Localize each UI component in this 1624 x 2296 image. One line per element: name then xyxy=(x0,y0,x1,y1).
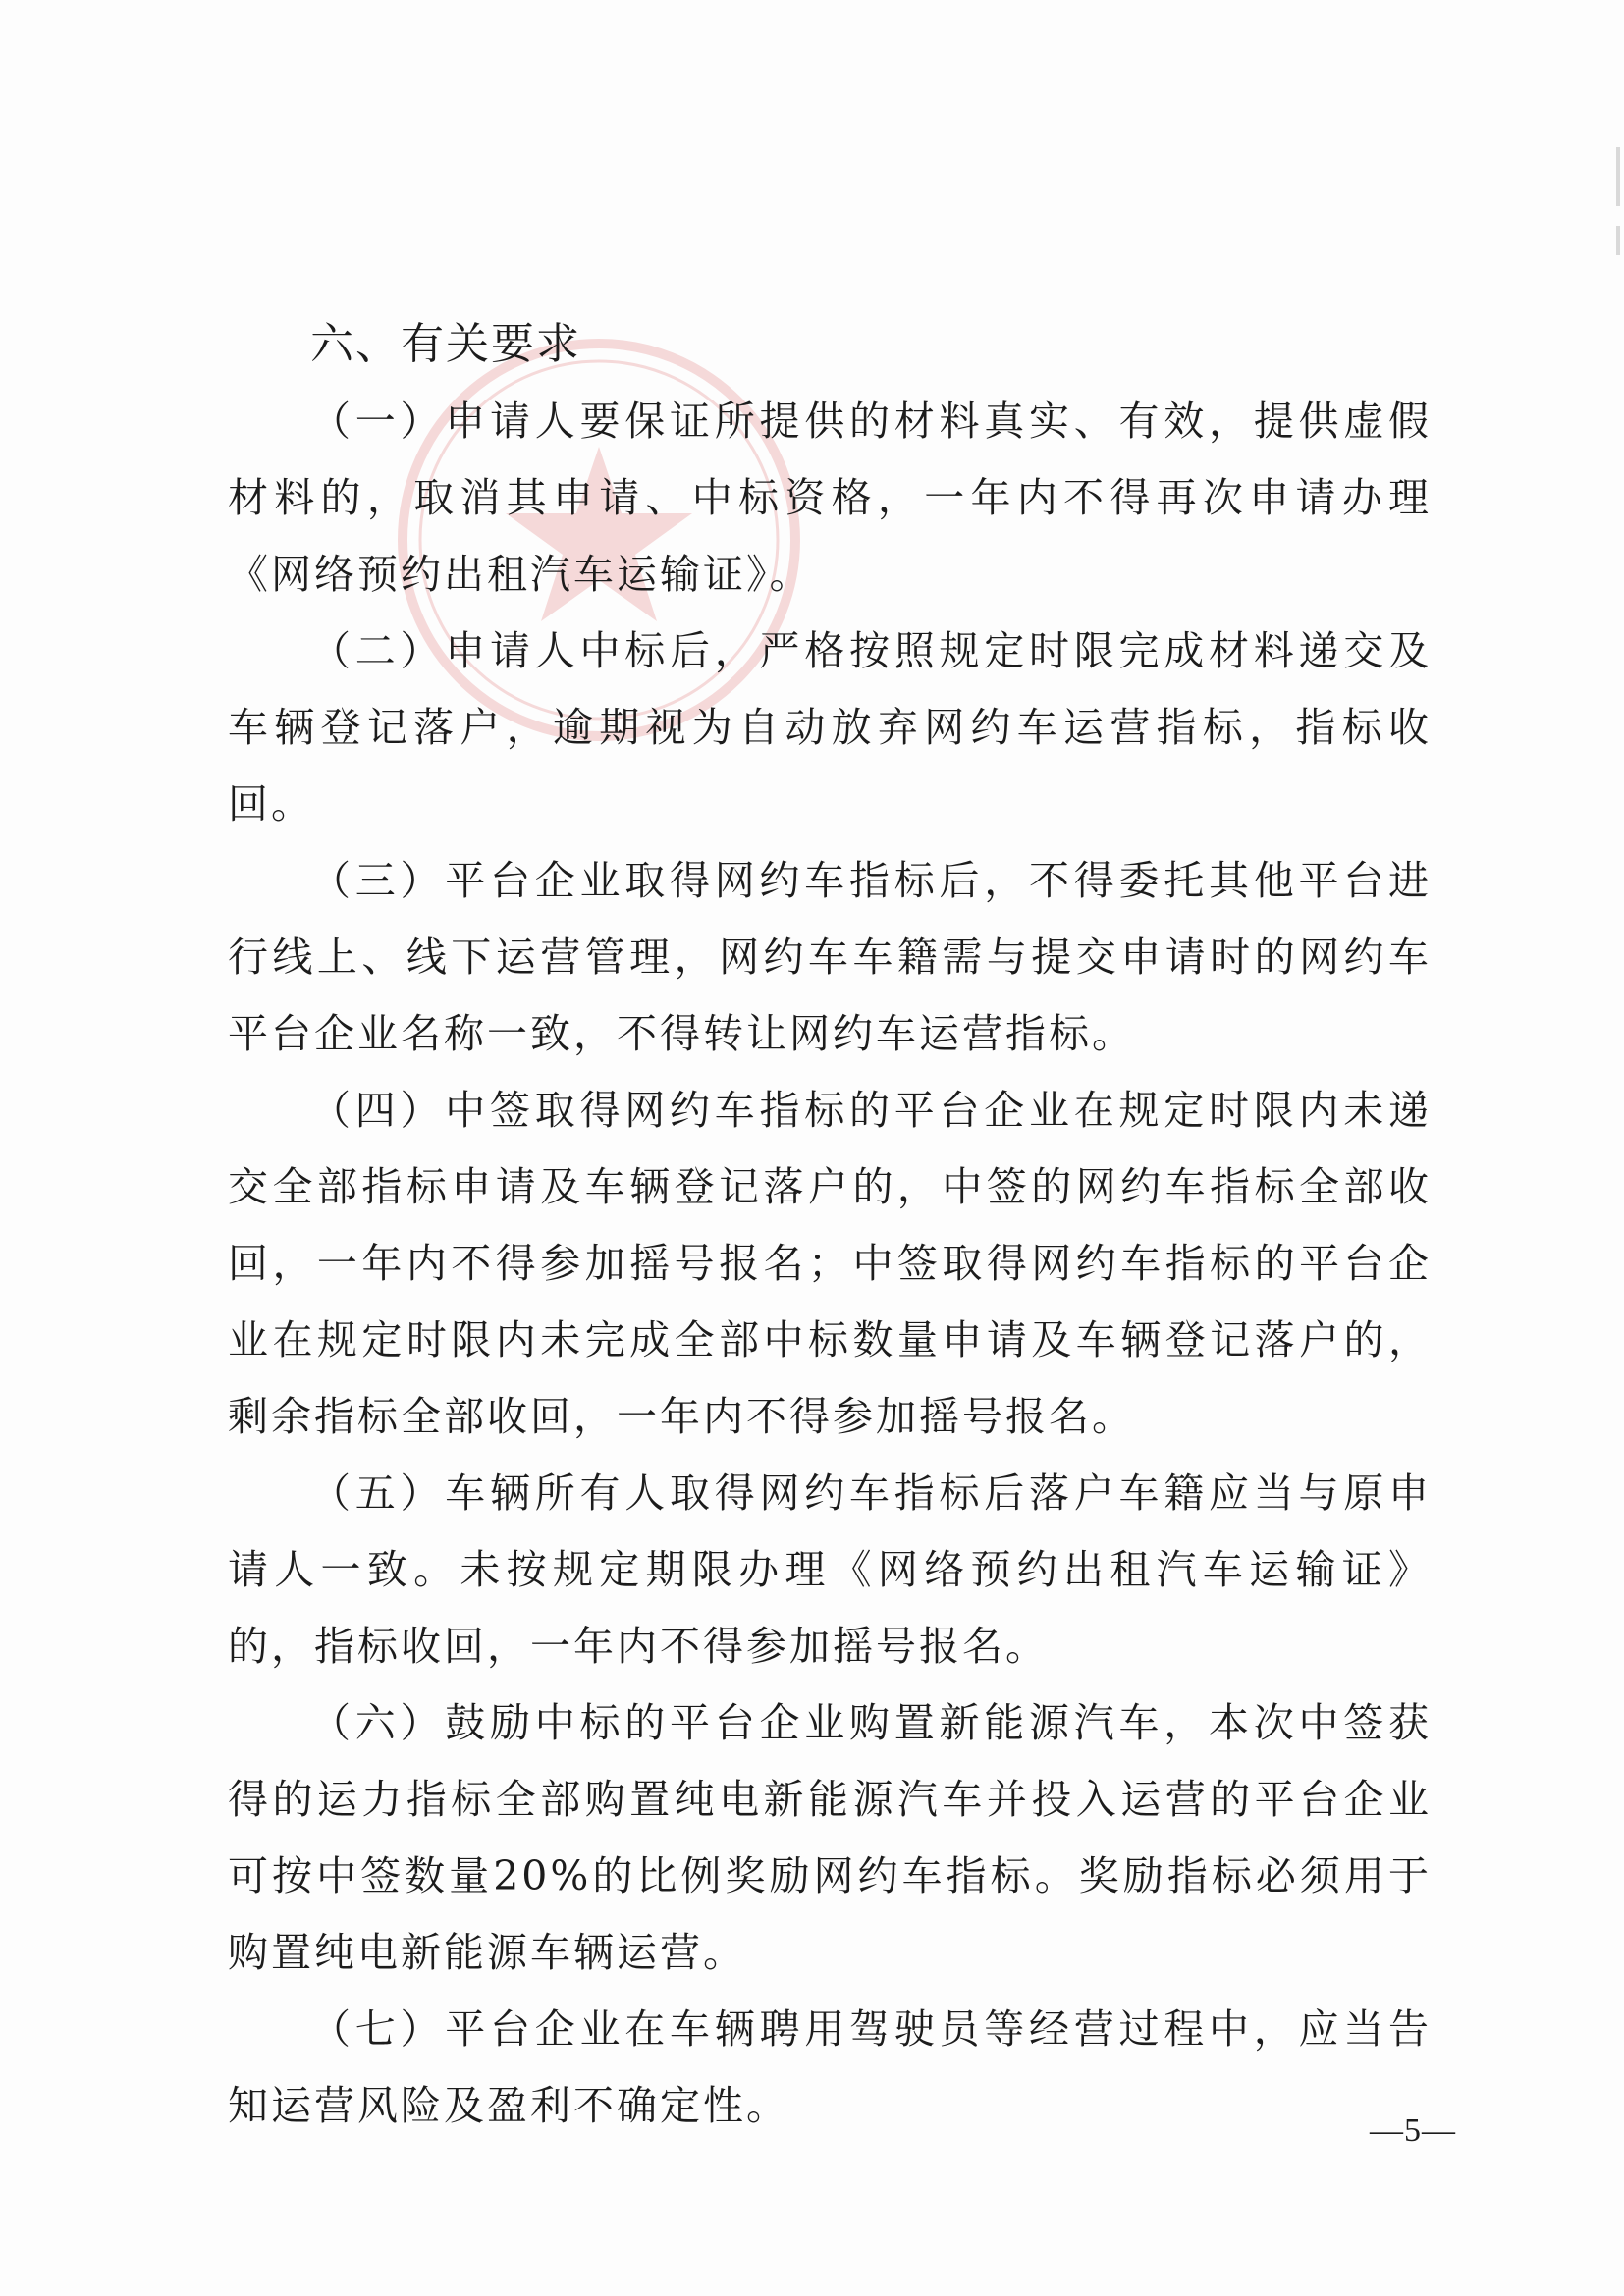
document-body xyxy=(228,306,1432,2144)
requirement-paragraph-7: （七）平台企业在车辆聘用驾驶员等经营过程中，应当告知运营风险及盈利不确定性。 xyxy=(228,2005,1432,2129)
scan-edge-mark xyxy=(1616,226,1620,255)
requirement-paragraph-5: （五）车辆所有人取得网约车指标后落户车籍应当与原申请人一致。未按规定期限办理《网络预约出租汽车运输证》的，指标收回，一年内不得参加摇号报名。 xyxy=(228,1469,1432,1670)
section-heading: 六、有关要求 xyxy=(310,319,581,369)
requirement-paragraph-3: （三）平台企业取得网约车指标后，不得委托其他平台进行线上、线下运营管理，网约车车籍需与提交申请时的网约车平台企业名称一致，不得转让网约车运营指标。 xyxy=(228,857,1432,1057)
requirement-paragraph-6: （六）鼓励中标的平台企业购置新能源汽车，本次中签获得的运力指标全部购置纯电新能源汽车并投入运营的平台企业可按中签数量20%的比例奖励网约车指标。奖励指标必须用于购置纯电新能源车辆运营。 xyxy=(228,1699,1432,1976)
page-number: —5— xyxy=(1370,2112,1456,2149)
requirement-paragraph-4: （四）中签取得网约车指标的平台企业在规定时限内未递交全部指标申请及车辆登记落户的，中签的网约车指标全部收回，一年内不得参加摇号报名；中签取得网约车指标的平台企业在规定时限内未完成全部中标数量申请及车辆登记落户的，剩余指标全部收回，一年内不得参加摇号报名。 xyxy=(228,1087,1432,1440)
requirement-paragraph-1: （一）申请人要保证所提供的材料真实、有效，提供虚假材料的，取消其申请、中标资格，一年内不得再次申请办理《网络预约出租汽车运输证》。 xyxy=(228,398,1432,598)
requirement-paragraph-2: （二）申请人中标后，严格按照规定时限完成材料递交及车辆登记落户，逾期视为自动放弃网约车运营指标，指标收回。 xyxy=(228,627,1432,828)
scan-edge-mark xyxy=(1616,147,1620,206)
